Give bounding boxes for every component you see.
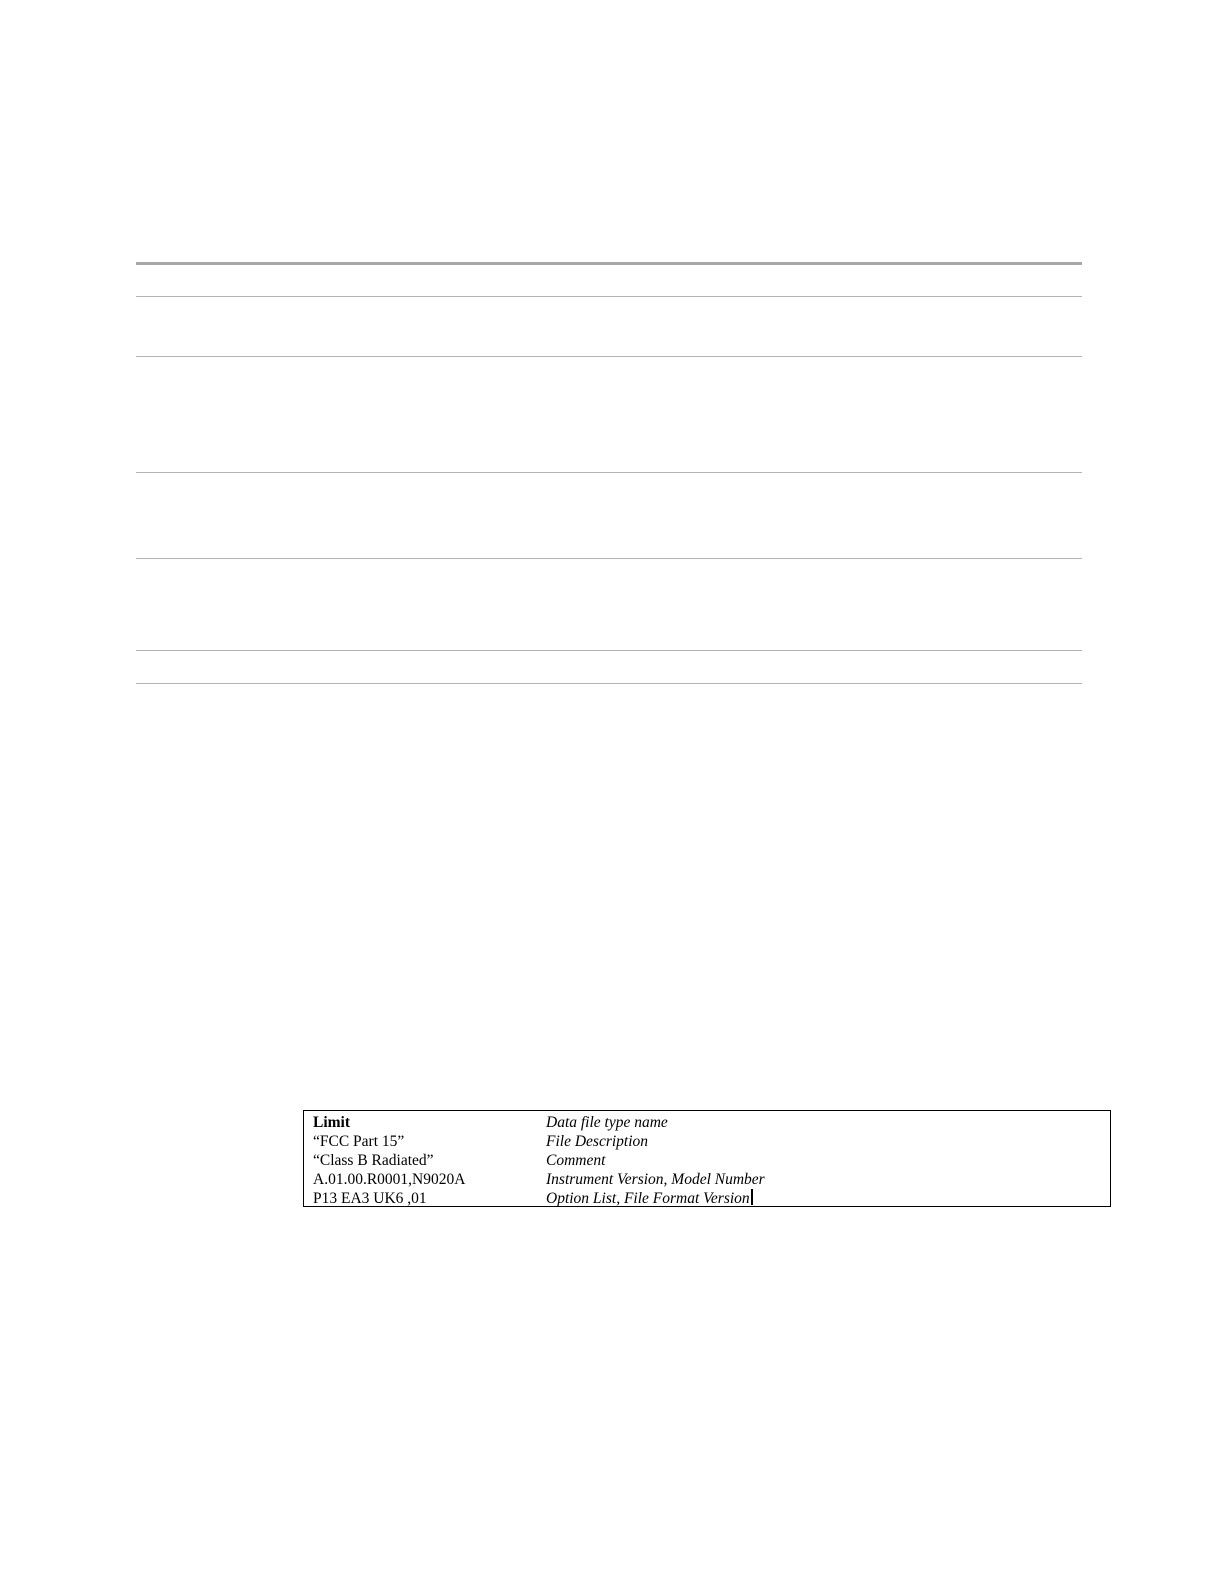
table-top-rule [136,262,1082,265]
header-value: “Class B Radiated” [313,1152,434,1169]
table-row-divider [136,356,1082,357]
header-description: File Description [546,1133,649,1150]
header-value: “FCC Part 15” [313,1133,405,1150]
table-row-divider [136,558,1082,559]
header-description-text: Option List, File Format Version [546,1190,750,1207]
limit-file-header-box [303,1110,1111,1207]
header-value: A.01.00.R0001,N9020A [313,1171,466,1188]
header-description: Instrument Version, Model Number [546,1171,765,1188]
table-row-divider [136,472,1082,473]
table-row-divider [136,296,1082,297]
header-description: Data file type name [546,1114,668,1131]
header-value: P13 EA3 UK6 ,01 [313,1190,427,1207]
table-row-divider [136,650,1082,651]
header-value: Limit [313,1114,351,1131]
text-cursor-icon [751,1189,753,1205]
header-description: Comment [546,1152,606,1169]
header-description [546,1189,753,1208]
table-bottom-rule [136,683,1082,684]
